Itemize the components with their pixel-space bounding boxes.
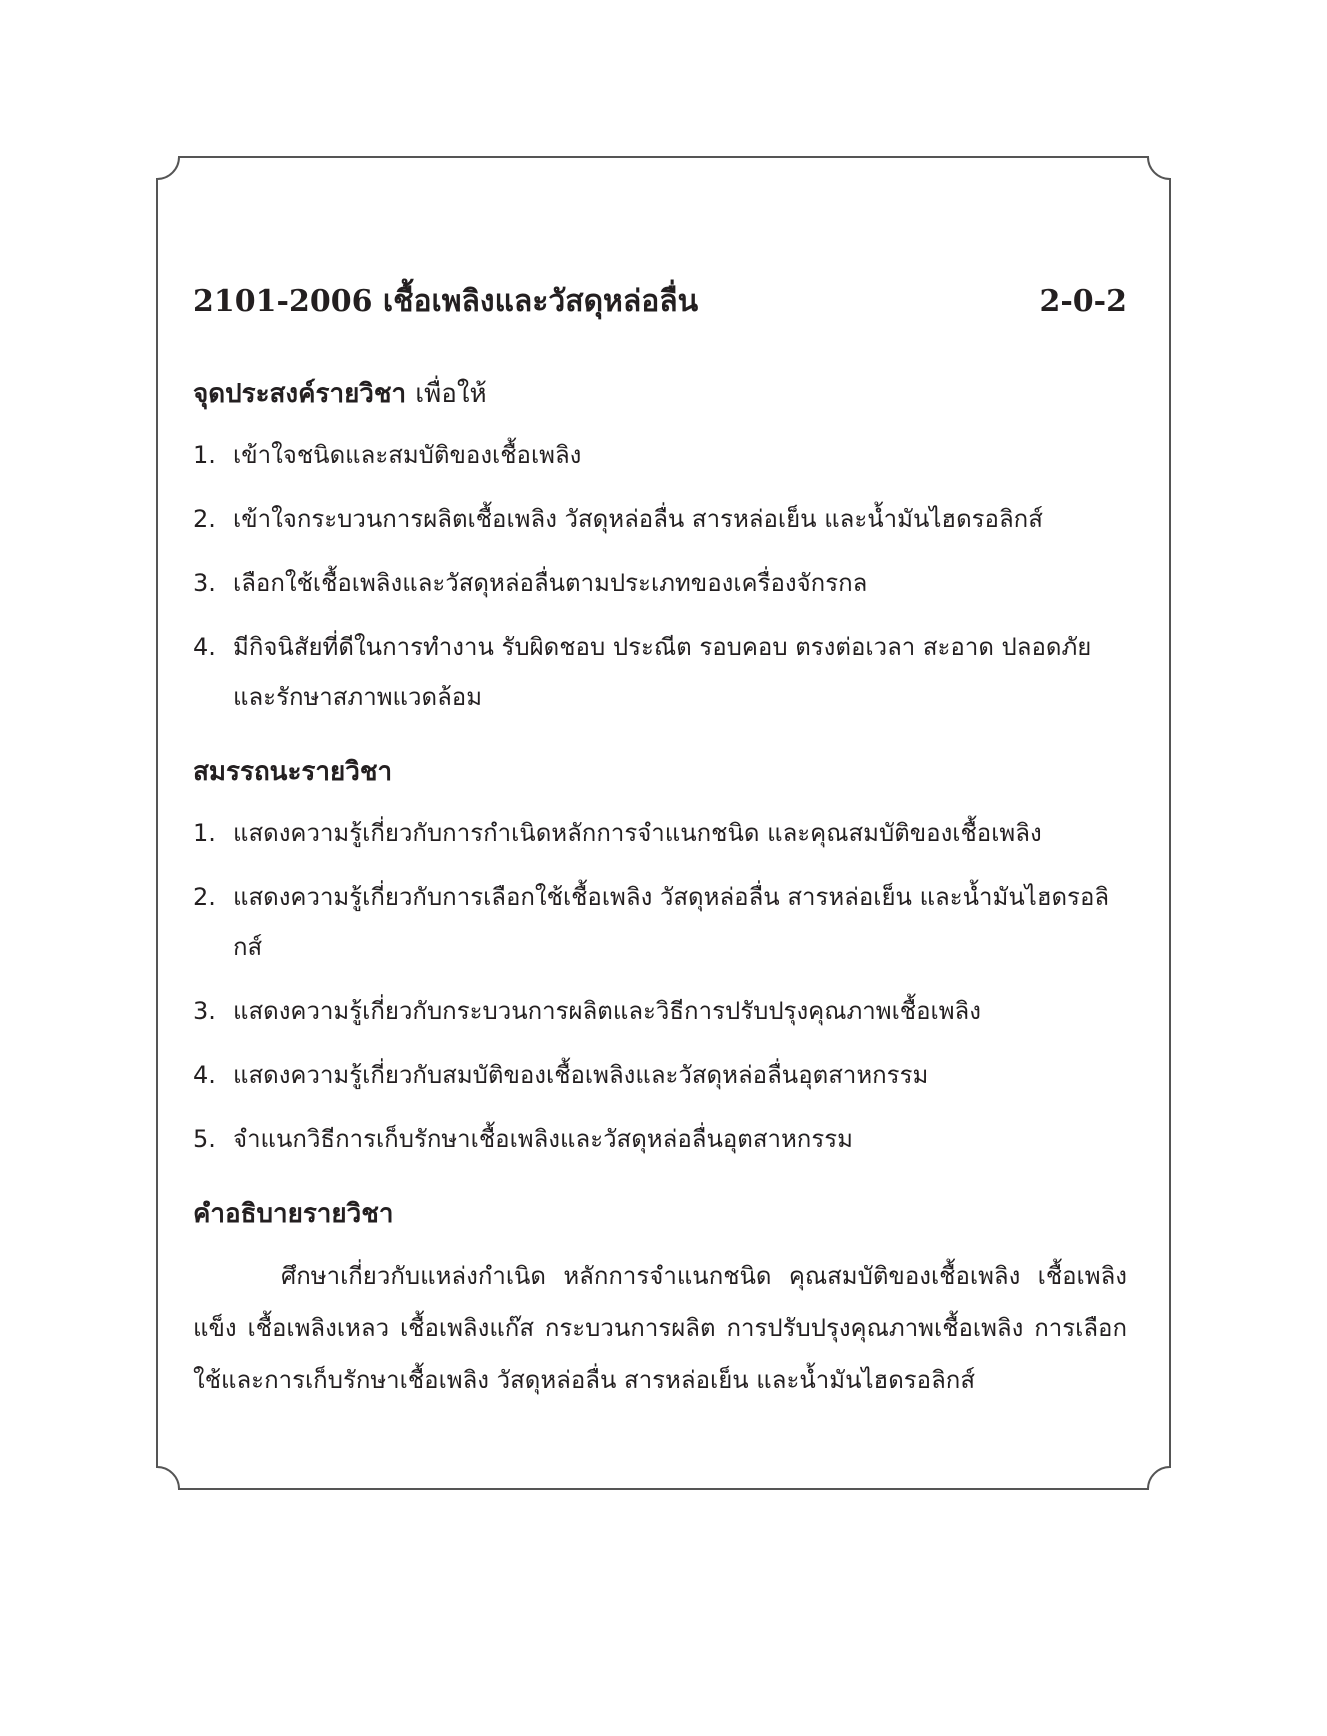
list-item — [193, 430, 1127, 480]
course-header — [193, 270, 1127, 334]
item-text: เข้าใจชนิดและสมบัติของเชื้อเพลิง — [233, 441, 582, 469]
item-number: 4. — [193, 633, 216, 661]
item-text: เข้าใจกระบวนการผลิตเชื้อเพลิง วัสดุหล่อลื่น สารหล่อเย็น และน้ำมันไฮดรอลิกส์ — [233, 505, 1043, 533]
description-heading: คำอธิบายรายวิชา — [193, 1199, 394, 1229]
course-credits: 2-0-2 — [1039, 284, 1127, 319]
objectives-suffix: เพื่อให้ — [415, 379, 487, 409]
course-content — [193, 270, 1127, 1406]
description-text: ศึกษาเกี่ยวกับแหล่งกำเนิด หลักการจำแนกชนิด คุณสมบัติของเชื้อเพลิง เชื้อเพลิงแข็ง เชื้อเพลิงเหลว เชื้อเพลิงแก๊ส กระบวนการผลิต การปรับปรุงคุณภาพเชื้อเพลิง การเลือกใช้และการเก็บรักษาเชื้อเพลิง วัสดุหล่อลื่น สารหล่อเย็น และน้ำมันไฮดรอลิกส์ — [193, 1262, 1127, 1394]
list-item — [193, 1114, 1127, 1164]
list-item — [193, 808, 1127, 858]
item-number: 2. — [193, 505, 216, 533]
objectives-heading — [193, 370, 1127, 418]
list-item — [193, 558, 1127, 608]
list-item — [193, 494, 1127, 544]
item-number: 1. — [193, 441, 216, 469]
competencies-list — [193, 808, 1127, 1164]
item-number: 3. — [193, 997, 216, 1025]
objectives-list — [193, 430, 1127, 722]
item-text: แสดงความรู้เกี่ยวกับการเลือกใช้เชื้อเพลิง วัสดุหล่อลื่น สารหล่อเย็น และน้ำมันไฮดรอลิกส์ — [233, 883, 1110, 961]
item-number: 3. — [193, 569, 216, 597]
item-text: เลือกใช้เชื้อเพลิงและวัสดุหล่อลื่นตามประเภทของเครื่องจักรกล — [233, 569, 868, 597]
list-item — [193, 986, 1127, 1036]
competencies-heading: สมรรถนะรายวิชา — [193, 757, 393, 787]
course-title: 2101-2006 เชื้อเพลิงและวัสดุหล่อลื่น — [193, 284, 699, 319]
objectives-title: จุดประสงค์รายวิชา — [193, 379, 407, 409]
item-text: แสดงความรู้เกี่ยวกับสมบัติของเชื้อเพลิงและวัสดุหล่อลื่นอุตสาหกรรม — [233, 1061, 929, 1089]
item-number: 4. — [193, 1061, 216, 1089]
list-item — [193, 872, 1127, 972]
item-text: แสดงความรู้เกี่ยวกับกระบวนการผลิตและวิธีการปรับปรุงคุณภาพเชื้อเพลิง — [233, 997, 981, 1025]
item-text: แสดงความรู้เกี่ยวกับการกำเนิดหลักการจำแนกชนิด และคุณสมบัติของเชื้อเพลิง — [233, 819, 1042, 847]
item-text: จำแนกวิธีการเก็บรักษาเชื้อเพลิงและวัสดุหล่อลื่นอุตสาหกรรม — [233, 1125, 853, 1153]
item-number: 2. — [193, 883, 216, 911]
list-item — [193, 1050, 1127, 1100]
item-text: มีกิจนิสัยที่ดีในการทำงาน รับผิดชอบ ประณีต รอบคอบ ตรงต่อเวลา สะอาด ปลอดภัย และรักษาสภาพแวดล้อม — [233, 633, 1092, 711]
item-number: 1. — [193, 819, 216, 847]
list-item — [193, 622, 1127, 722]
item-number: 5. — [193, 1125, 216, 1153]
